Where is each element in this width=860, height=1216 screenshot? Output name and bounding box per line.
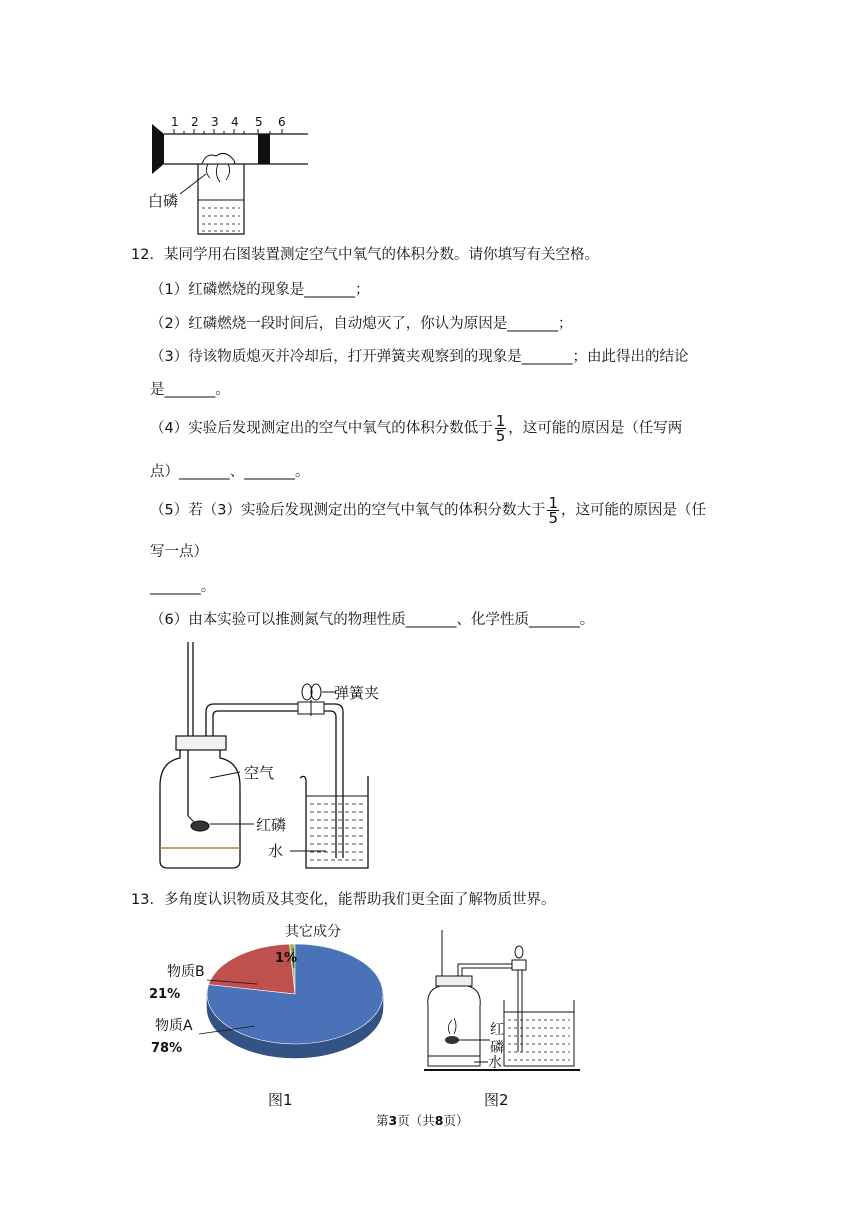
red-phosphorus-apparatus — [150, 636, 550, 876]
q12-part5a — [150, 496, 706, 525]
label-water: 水 — [268, 842, 284, 860]
footer-prefix: 第 — [376, 1113, 389, 1128]
pie-label-other-value: 1% — [275, 951, 298, 966]
q12-part1: （1）红磷燃烧的现象是_______； — [150, 282, 370, 298]
fraction-denominator: 5 — [495, 427, 506, 445]
q12-part4a — [150, 414, 682, 443]
q12-part6: （6）由本实验可以推测氮气的物理性质_______、化学性质_______。 — [150, 612, 595, 628]
ruler-tick: 2 — [191, 115, 199, 129]
ruler-tick: 5 — [255, 115, 263, 129]
pie-chart — [145, 922, 395, 1092]
footer-middle: 页（共 — [397, 1113, 435, 1128]
q12-part4b: 点）_______、_______。 — [150, 464, 310, 480]
q12-part5b: 写一点） — [150, 544, 208, 560]
fraction-one-fifth — [547, 496, 559, 525]
label-red-phosphorus: 红磷 — [256, 816, 287, 834]
white-phosphorus-apparatus — [140, 112, 320, 240]
footer-total-pages: 8 — [434, 1113, 444, 1128]
ruler-tick: 1 — [171, 115, 179, 129]
label-water: 水 — [488, 1055, 502, 1071]
label-white-phosphorus: 白磷 — [148, 192, 179, 210]
figure-2-apparatus — [424, 928, 594, 1078]
q12-part2: （2）红磷燃烧一段时间后，自动熄灭了，你认为原因是_______； — [150, 316, 573, 332]
q12-part3a: （3）待该物质熄灭并冷却后，打开弹簧夹观察到的现象是_______；由此得出的结论 — [150, 349, 689, 365]
caption-figure-1: 图1 — [268, 1091, 293, 1109]
footer-page-number: 3 — [388, 1113, 398, 1128]
label-spring-clamp: 弹簧夹 — [334, 684, 380, 702]
caption-figure-2: 图2 — [484, 1091, 509, 1109]
label-red: 红 — [490, 1022, 504, 1038]
q12-part3b: 是_______。 — [150, 382, 230, 398]
ruler-tick: 3 — [211, 115, 219, 129]
q12-intro: 12．某同学用右图装置测定空气中氧气的体积分数。请你填写有关空格。 — [131, 247, 599, 263]
q12-part5c: _______。 — [150, 579, 216, 595]
q12-part4a-post: ，这可能的原因是（任写两 — [508, 420, 683, 437]
ruler-tick: 6 — [278, 115, 286, 129]
fraction-numerator: 1 — [495, 412, 506, 430]
fraction-denominator: 5 — [548, 509, 558, 527]
pie-label-a-value: 78% — [151, 1041, 183, 1056]
q12-part5a-post: ，这可能的原因是（任 — [561, 502, 706, 519]
q13-intro: 13．多角度认识物质及其变化，能帮助我们更全面了解物质世界。 — [131, 892, 556, 908]
pie-label-b-name: 物质B — [167, 964, 205, 980]
pie-label-other-name: 其它成分 — [285, 924, 341, 940]
q12-part4a-pre: （4）实验后发现测定出的空气中氧气的体积分数低于 — [150, 420, 493, 437]
ruler-tick: 4 — [231, 115, 239, 129]
pie-label-b-value: 21% — [149, 987, 181, 1002]
label-phosphorus: 磷 — [490, 1040, 504, 1056]
fraction-numerator: 1 — [548, 494, 558, 512]
label-air: 空气 — [244, 764, 275, 782]
fraction-one-fifth — [495, 414, 507, 443]
page-footer — [376, 1111, 468, 1131]
q12-part5a-pre: （5）若（3）实验后发现测定出的空气中氧气的体积分数大于 — [150, 502, 546, 519]
footer-suffix: 页） — [443, 1113, 469, 1128]
pie-label-a-name: 物质A — [155, 1018, 193, 1034]
